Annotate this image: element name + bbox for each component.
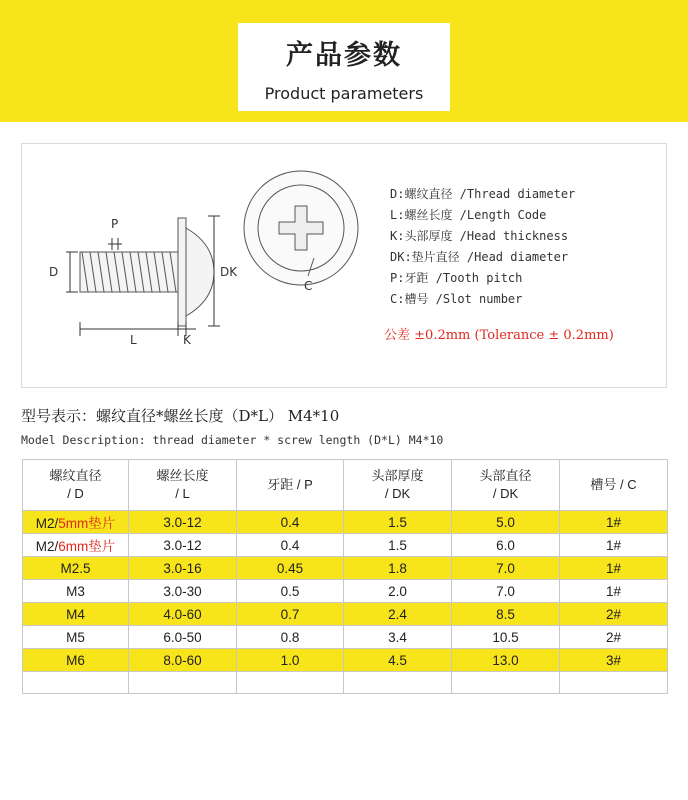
label-p: P [111,217,119,231]
model-cell: M3 [23,580,129,603]
tolerance-note [384,324,614,343]
head-diameter-cell: 6.0 [452,534,560,557]
dimension-legend [390,184,575,310]
empty-table-row [23,672,668,694]
screw-diagram [22,144,362,387]
length-cell: 3.0-16 [129,557,237,580]
head-thickness-cell: 1.5 [344,511,452,534]
slot-cell: 3# [560,649,668,672]
slot-cell: 1# [560,534,668,557]
head-thickness-cell: 2.0 [344,580,452,603]
legend-item: P:牙距 /Tooth pitch [390,271,523,285]
model-cell: M6 [23,649,129,672]
length-cell: 6.0-50 [129,626,237,649]
head-thickness-cell: 4.5 [344,649,452,672]
head-thickness-cell: 1.8 [344,557,452,580]
length-cell: 3.0-12 [129,511,237,534]
tolerance-value: ±0.2mm (Tolerance ± 0.2mm) [414,328,614,343]
slot-cell: 2# [560,603,668,626]
screw-shank [80,252,180,292]
label-c: C [304,279,313,293]
table-row [23,511,668,534]
column-header: 槽号 / C [560,460,668,511]
label-d: D [49,265,59,279]
header-banner [0,0,688,122]
head-thickness-cell: 1.5 [344,534,452,557]
length-cell: 3.0-30 [129,580,237,603]
table-row [23,649,668,672]
length-cell: 4.0-60 [129,603,237,626]
screw-top-view [244,171,358,285]
head-diameter-cell: 8.5 [452,603,560,626]
model-description-cn: 型号表示：螺纹直径*螺丝长度（D*L） M4*10 [21,407,340,425]
model-description-en: Model Description: thread diameter * screw length (D*L) M4*10 [21,433,444,447]
column-header: 螺丝长度 / L [129,460,237,511]
column-header: 螺纹直径 / D [23,460,129,511]
label-dk: DK [220,265,238,279]
slot-cell: 2# [560,626,668,649]
model-cell: M2/6mm垫片 [23,534,129,557]
column-header: 头部直径 / DK [452,460,560,511]
table-header-row [23,460,668,511]
tolerance-label: 公差 [384,328,411,343]
head-diameter-cell: 7.0 [452,557,560,580]
legend-item: D:螺纹直径 /Thread diameter [390,187,576,201]
head-diameter-cell: 5.0 [452,511,560,534]
head-thickness-cell: 2.4 [344,603,452,626]
legend-item: DK:垫片直径 /Head diameter [390,250,569,264]
pitch-cell: 0.7 [237,603,344,626]
model-cell: M4 [23,603,129,626]
model-cell: M2/5mm垫片 [23,511,129,534]
table-row [23,557,668,580]
screw-diagram-panel [21,143,667,388]
page-title-cn: 产品参数 [286,40,402,71]
screw-head [178,218,214,326]
legend-item: L:螺丝长度 /Length Code [390,208,547,222]
table-row [23,603,668,626]
header-title-card [238,23,450,111]
table-row [23,534,668,557]
head-diameter-cell: 10.5 [452,626,560,649]
head-thickness-cell: 3.4 [344,626,452,649]
pitch-cell: 0.5 [237,580,344,603]
pitch-cell: 0.4 [237,511,344,534]
label-k: K [183,333,191,347]
slot-cell: 1# [560,580,668,603]
pitch-cell: 0.4 [237,534,344,557]
page-title-en: Product parameters [264,84,424,103]
column-header: 牙距 / P [237,460,344,511]
length-cell: 8.0-60 [129,649,237,672]
head-diameter-cell: 7.0 [452,580,560,603]
head-diameter-cell: 13.0 [452,649,560,672]
table-row [23,580,668,603]
model-cell: M5 [23,626,129,649]
slot-cell: 1# [560,557,668,580]
table-row [23,626,668,649]
spec-table [22,459,668,694]
column-header: 头部厚度 / DK [344,460,452,511]
legend-item: K:头部厚度 /Head thickness [390,229,569,243]
pitch-cell: 0.8 [237,626,344,649]
length-cell: 3.0-12 [129,534,237,557]
model-cell: M2.5 [23,557,129,580]
pitch-cell: 0.45 [237,557,344,580]
label-l: L [130,333,137,347]
legend-item: C:槽号 /Slot number [390,292,523,306]
slot-cell: 1# [560,511,668,534]
pitch-cell: 1.0 [237,649,344,672]
